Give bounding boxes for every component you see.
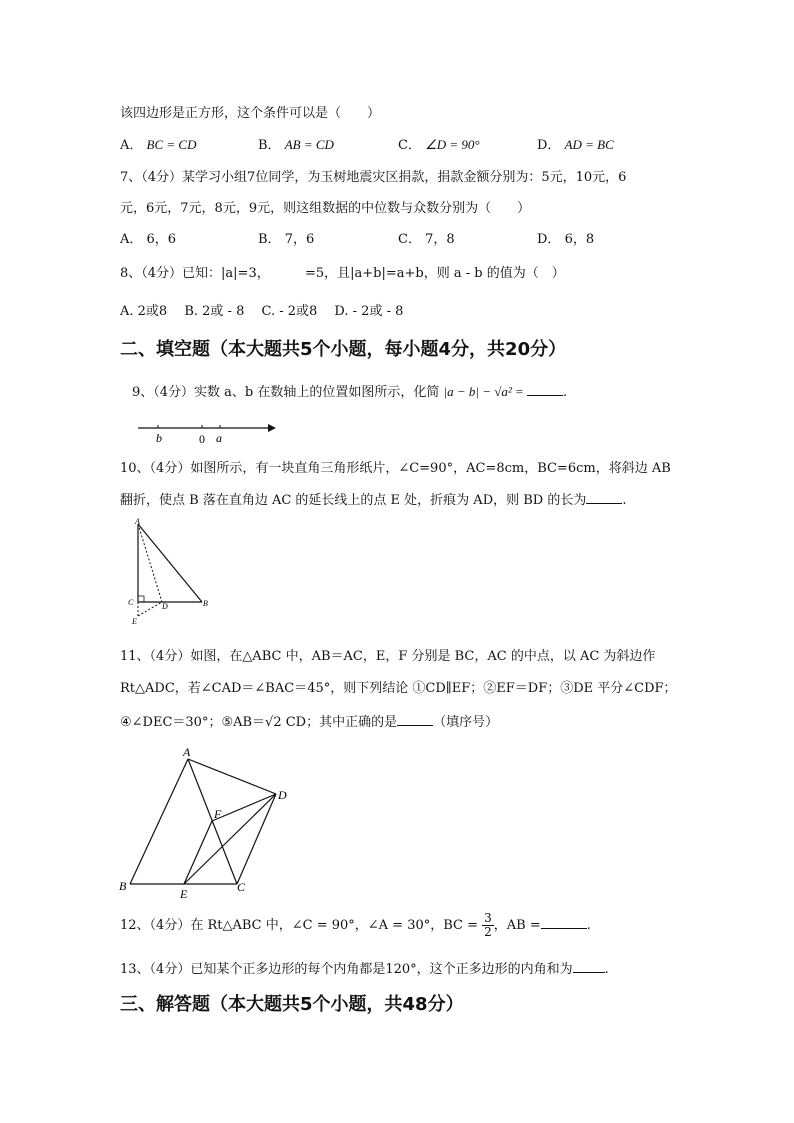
segment-ab	[130, 759, 188, 884]
q11-line3: ④∠DEC＝30°；⑤AB＝√2 CD；其中正确的是 （填序号）	[120, 715, 499, 730]
label-a: A	[183, 745, 191, 759]
q7-line2: 元，6元，7元，8元，9元，则这组数据的中位数与众数分别为（ ）	[120, 201, 531, 216]
segment-ef	[184, 821, 212, 884]
q7-option-c[interactable]: C． 7，8	[398, 232, 455, 247]
q10-line1: 10、（4分）如图所示，有一块直角三角形纸片，∠C=90°，AC=8cm，BC=6cm，将斜边 AB	[120, 461, 671, 476]
label-b: B	[119, 879, 127, 893]
q8-stem-part2: =5，且|a+b|=a+b，则 a - b 的值为（ ）	[305, 266, 565, 281]
label-a: a	[216, 431, 222, 445]
q10-line2: 翻折，使点 B 落在直角边 AC 的延长线上的点 E 处，折痕为 AD，则 BD 的长为 .	[120, 493, 627, 508]
q10-figure	[126, 516, 218, 628]
label-f: F	[214, 807, 222, 821]
fold-line-ad	[138, 524, 162, 602]
q11-line1: 11、（4分）如图，在△ABC 中，AB＝AC，E，F 分别是 BC，AC 的中点，以 AC 为斜边作	[120, 649, 656, 664]
q6-stem-tail: 该四边形是正方形，这个条件可以是（ ）	[120, 106, 381, 121]
label-d: D	[162, 602, 168, 611]
q6-option-a[interactable]: A． BC = CD	[120, 137, 197, 153]
q6-option-b[interactable]: B． AB = CD	[258, 137, 334, 153]
segment-de	[138, 602, 162, 616]
section-3-heading: 三、解答题（本大题共5个小题，共48分）	[120, 994, 464, 1015]
q12-fraction: $\frac{3}{2}$	[484, 911, 492, 939]
q9-stem: 9、（4分）实数 a、b 在数轴上的位置如图所示，化简 |a − b| − √a² = .	[132, 384, 568, 400]
q8-stem-part1: 8、（4分）已知：|a|=3，	[120, 266, 270, 281]
label-c: C	[128, 598, 134, 607]
q7-option-b[interactable]: B． 7，6	[258, 232, 315, 247]
q11-figure	[112, 743, 302, 901]
q9-number-line	[136, 416, 278, 446]
q12-stem: 12、（4分）在 Rt△ABC 中，∠C = 90°，∠A = 30°，BC = $\frac{3}{2}$ ，AB = .	[120, 911, 591, 939]
q7-option-a[interactable]: A． 6，6	[120, 232, 177, 247]
right-angle-mark	[138, 596, 144, 602]
q10-answer-blank[interactable]	[586, 491, 622, 504]
label-d: D	[278, 788, 287, 802]
q7-option-d[interactable]: D． 6，8	[537, 232, 595, 247]
q8-options[interactable]: A. 2或8 B. 2或 - 8 C. - 2或8 D. - 2或 - 8	[120, 304, 404, 319]
q13-stem: 13、（4分）已知某个正多边形的每个内角都是120°，这个正多边形的内角和为 .	[120, 962, 609, 977]
label-a: A	[135, 517, 140, 526]
q9-expression: |a − b| − √a² =	[443, 384, 528, 399]
number-line-arrow	[268, 424, 276, 432]
q12-answer-blank[interactable]	[541, 916, 587, 929]
label-c: C	[237, 880, 246, 894]
segment-ed	[184, 794, 276, 884]
label-b: B	[203, 599, 208, 608]
q11-answer-blank[interactable]	[397, 713, 433, 726]
label-e: E	[180, 887, 188, 901]
label-b: b	[156, 431, 162, 445]
label-zero: 0	[199, 432, 205, 446]
q9-answer-blank[interactable]	[527, 383, 563, 396]
q11-line2: Rt△ADC，若∠CAD＝∠BAC＝45°，则下列结论 ①CD∥EF；②EF＝DF；③DE 平分∠CDF；	[120, 681, 677, 696]
q7-line1: 7、（4分）某学习小组7位同学，为玉树地震灾区捐款，捐款金额分别为：5元，10元，6	[120, 170, 627, 185]
segment-ad	[188, 759, 276, 794]
q6-option-d[interactable]: D． AD = BC	[537, 137, 614, 153]
label-e: E	[132, 617, 137, 626]
q6-option-c[interactable]: C． ∠D = 90°	[398, 137, 480, 153]
q13-answer-blank[interactable]	[573, 960, 605, 973]
segment-ac	[188, 759, 237, 884]
section-2-heading: 二、填空题（本大题共5个小题，每小题4分，共20分）	[120, 339, 567, 360]
segment-ab	[138, 524, 202, 602]
